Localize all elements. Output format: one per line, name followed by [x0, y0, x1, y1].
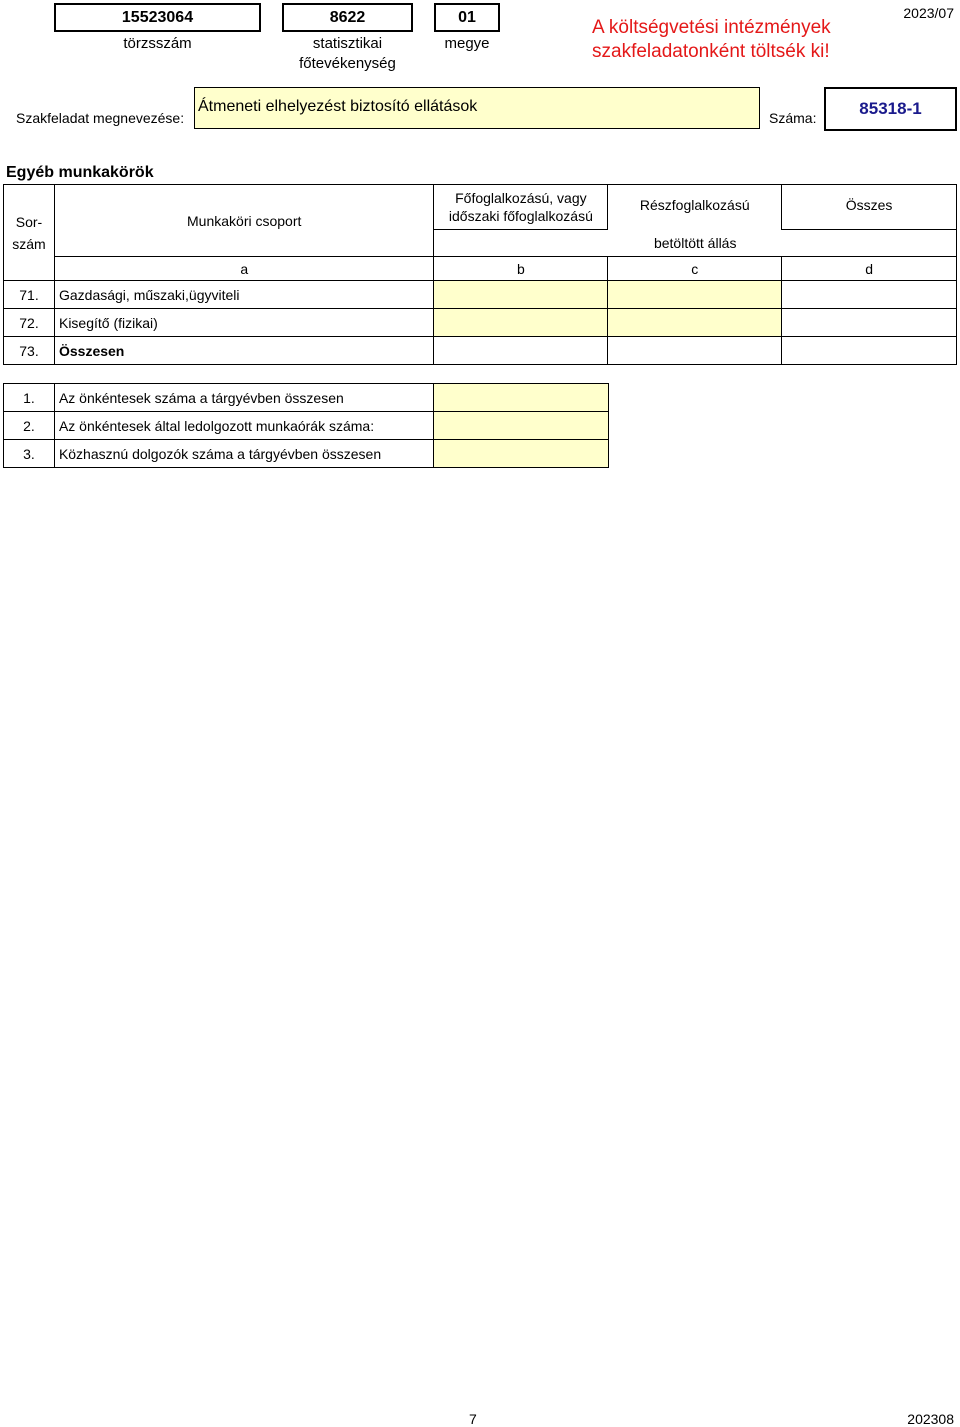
osszes-header: [782, 185, 957, 230]
volunteers-table: [3, 383, 609, 468]
szakfeladat-value[interactable]: [194, 87, 760, 129]
letter-a: a: [54, 257, 433, 281]
munkakorok-table: [3, 184, 957, 365]
row-number: 3.: [4, 440, 55, 468]
row-number: 71.: [4, 281, 55, 309]
row-label: Közhasznú dolgozók száma a tárgyévben összesen: [54, 440, 433, 468]
input-cell-b[interactable]: [434, 281, 608, 309]
footer-code: 202308: [907, 1411, 954, 1427]
table-row: [4, 384, 609, 412]
letter-b: b: [434, 257, 608, 281]
szakfeladat-label: Szakfeladat megnevezése:: [16, 110, 185, 126]
input-cell-c[interactable]: [608, 281, 782, 309]
page-number: 7: [469, 1411, 477, 1427]
input-cell[interactable]: [434, 440, 609, 468]
torzsszam-label: törzsszám: [123, 35, 192, 52]
row-number: 72.: [4, 309, 55, 337]
input-cell[interactable]: [434, 412, 609, 440]
total-cell-b: [434, 337, 608, 365]
fo-header-text: Főfoglalkozású, vagy időszaki főfoglalkozású: [448, 190, 593, 224]
szama-label: Száma:: [769, 110, 817, 126]
input-cell-c[interactable]: [608, 309, 782, 337]
betoltott-allas-text: betöltött állás: [653, 235, 737, 251]
row-label: Gazdasági, műszaki,ügyviteli: [54, 281, 433, 309]
resz-header-text: Részfoglalkozású: [639, 197, 750, 213]
row-label: Az önkéntesek száma a tárgyévben összesen: [54, 384, 433, 412]
letter-c: c: [608, 257, 782, 281]
szakfeladat-value-text: Átmeneti elhelyezést biztosító ellátások: [198, 98, 478, 115]
statisztikai-code: 8622: [282, 3, 413, 32]
sorszam-header: [4, 185, 55, 281]
megye-label: megye: [444, 35, 490, 52]
row-number: 2.: [4, 412, 55, 440]
period-label: 2023/07: [903, 5, 954, 21]
betoltott-allas-header: [434, 230, 957, 257]
row-label: Kisegítő (fizikai): [54, 309, 433, 337]
input-cell-b[interactable]: [434, 309, 608, 337]
table-row: [4, 440, 609, 468]
section-title: Egyéb munkakörök: [6, 164, 154, 181]
row-number: 1.: [4, 384, 55, 412]
table-row: [4, 412, 609, 440]
csoport-header-text: Munkaköri csoport: [187, 212, 302, 229]
input-cell[interactable]: [434, 384, 609, 412]
letter-d: d: [782, 257, 957, 281]
table-row: [4, 281, 957, 309]
resz-header: [608, 185, 782, 230]
statisztikai-label: statisztikai főtevékenység: [299, 35, 396, 72]
row-number: 73.: [4, 337, 55, 365]
szama-value: 85318-1: [824, 87, 957, 131]
table-row: [4, 309, 957, 337]
sorszam-header-text: Sor-szám: [12, 213, 46, 252]
megye-code: 01: [434, 3, 500, 32]
notice-text: A költségvetési intézmények szakfeladatonként töltsék ki!: [592, 17, 831, 62]
osszes-header-text: Összes: [845, 197, 893, 213]
total-cell-d: [782, 281, 957, 309]
total-cell-d: [782, 309, 957, 337]
torzsszam-code: 15523064: [54, 3, 261, 32]
total-cell-d: [782, 337, 957, 365]
csoport-header: [54, 185, 433, 257]
row-label: Az önkéntesek által ledolgozott munkaórák száma:: [54, 412, 433, 440]
fo-header: [434, 185, 608, 230]
total-cell-c: [608, 337, 782, 365]
table-row: [4, 337, 957, 365]
row-label: Összesen: [54, 337, 433, 365]
